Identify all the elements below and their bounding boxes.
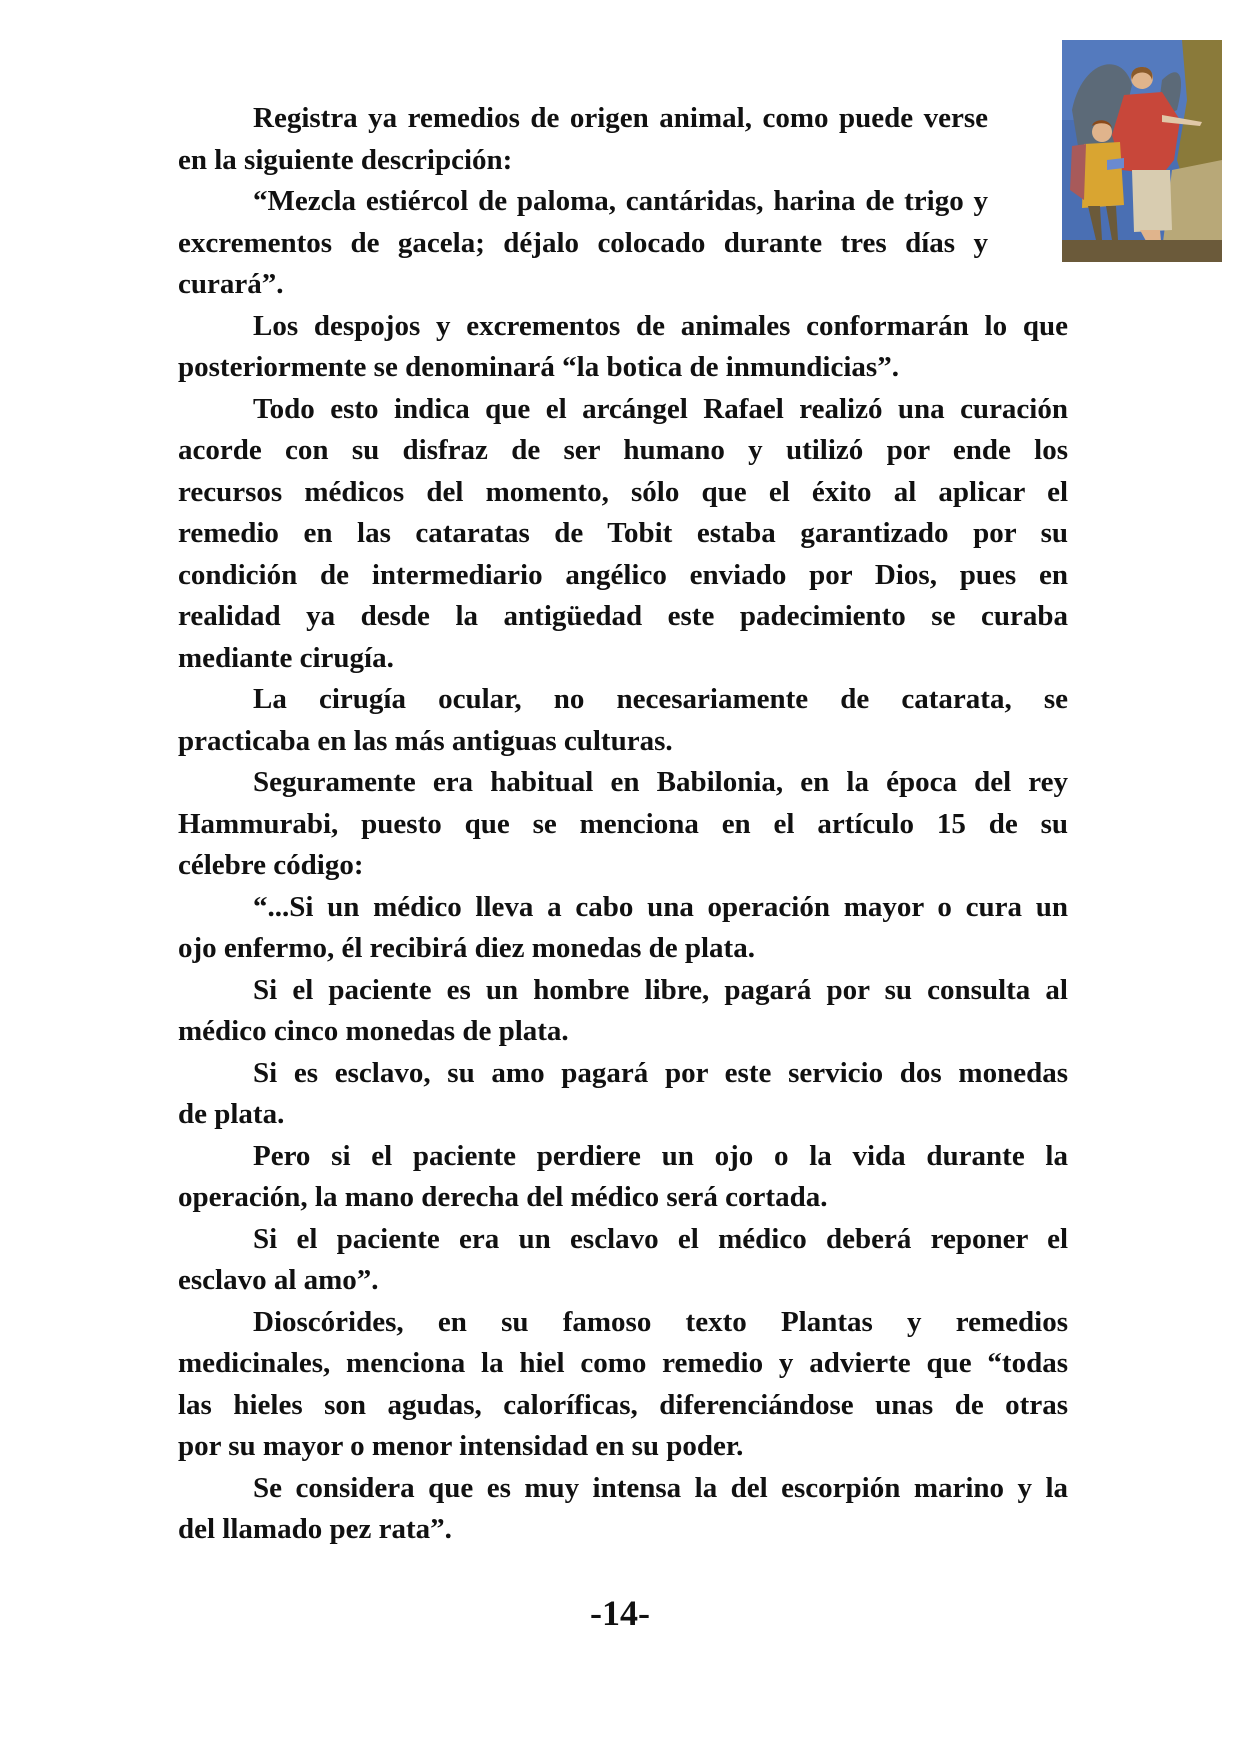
text-line: célebre código: bbox=[178, 849, 364, 881]
text-line: “Mezcla estiércol de paloma, cantáridas, harina de trigo y bbox=[253, 185, 988, 217]
text-line: realidad ya desde la antigüedad este padecimiento se curaba bbox=[178, 600, 1068, 632]
text-line: Hammurabi, puesto que se menciona en el artículo 15 de su bbox=[178, 807, 1068, 840]
text-line: de plata. bbox=[178, 1098, 285, 1130]
text-line: las hieles son agudas, caloríficas, diferenciándose unas de otras bbox=[178, 1388, 1068, 1421]
body-text bbox=[178, 98, 1068, 1551]
painting-image bbox=[1062, 40, 1222, 262]
text-line: mediante cirugía. bbox=[178, 641, 394, 674]
text-line: Dioscórides, en su famoso texto Plantas y remedios bbox=[253, 1305, 1068, 1338]
text-line: Si el paciente era un esclavo el médico deberá reponer el bbox=[253, 1222, 1068, 1255]
text-line: medicinales, menciona la hiel como remedio y advierte que “todas bbox=[178, 1347, 1068, 1379]
text-line: operación, la mano derecha del médico será cortada. bbox=[178, 1181, 828, 1213]
text-line: en la siguiente descripción: bbox=[178, 143, 513, 176]
text-line: excrementos de gacela; déjalo colocado durante tres días y bbox=[178, 226, 988, 259]
text-line: Pero si el paciente perdiere un ojo o la vida durante la bbox=[253, 1139, 1068, 1172]
text-line: por su mayor o menor intensidad en su poder. bbox=[178, 1430, 744, 1462]
archangel-raphael-illustration bbox=[1062, 40, 1222, 262]
text-line: médico cinco monedas de plata. bbox=[178, 1015, 569, 1047]
text-line: “...Si un médico lleva a cabo una operación mayor o cura un bbox=[253, 890, 1068, 923]
painting-tobias-tunic bbox=[1082, 142, 1124, 208]
text-line: ojo enfermo, él recibirá diez monedas de plata. bbox=[178, 932, 755, 964]
text-line: Si el paciente es un hombre libre, pagará por su consulta al bbox=[253, 973, 1068, 1006]
text-line: Seguramente era habitual en Babilonia, en la época del rey bbox=[253, 766, 1068, 798]
text-line: posteriormente se denominará “la botica de inmundicias”. bbox=[178, 351, 899, 383]
text-line: Si es esclavo, su amo pagará por este servicio dos monedas bbox=[253, 1056, 1068, 1089]
text-line: Se considera que es muy intensa la del escorpión marino y la bbox=[253, 1471, 1068, 1504]
text-line: curará”. bbox=[178, 268, 284, 300]
text-line: practicaba en las más antiguas culturas. bbox=[178, 724, 673, 757]
text-line: remedio en las cataratas de Tobit estaba garantizado por su bbox=[178, 517, 1068, 549]
text-line: recursos médicos del momento, sólo que el éxito al aplicar el bbox=[178, 475, 1068, 508]
page-number: -14- bbox=[590, 1593, 650, 1633]
text-line: Todo esto indica que el arcángel Rafael realizó una curación bbox=[253, 392, 1068, 425]
text-line: Los despojos y excrementos de animales conformarán lo que bbox=[253, 309, 1068, 342]
text-line: esclavo al amo”. bbox=[178, 1264, 379, 1296]
text-line: condición de intermediario angélico enviado por Dios, pues en bbox=[178, 558, 1068, 591]
painting-ground bbox=[1062, 240, 1222, 262]
text-line: del llamado pez rata”. bbox=[178, 1513, 452, 1545]
text-line: La cirugía ocular, no necesariamente de catarata, se bbox=[253, 683, 1068, 715]
text-line: Registra ya remedios de origen animal, como puede verse bbox=[253, 102, 988, 134]
painting-angel-skirt bbox=[1132, 170, 1172, 232]
text-line: acorde con su disfraz de ser humano y utilizó por ende los bbox=[178, 434, 1068, 466]
